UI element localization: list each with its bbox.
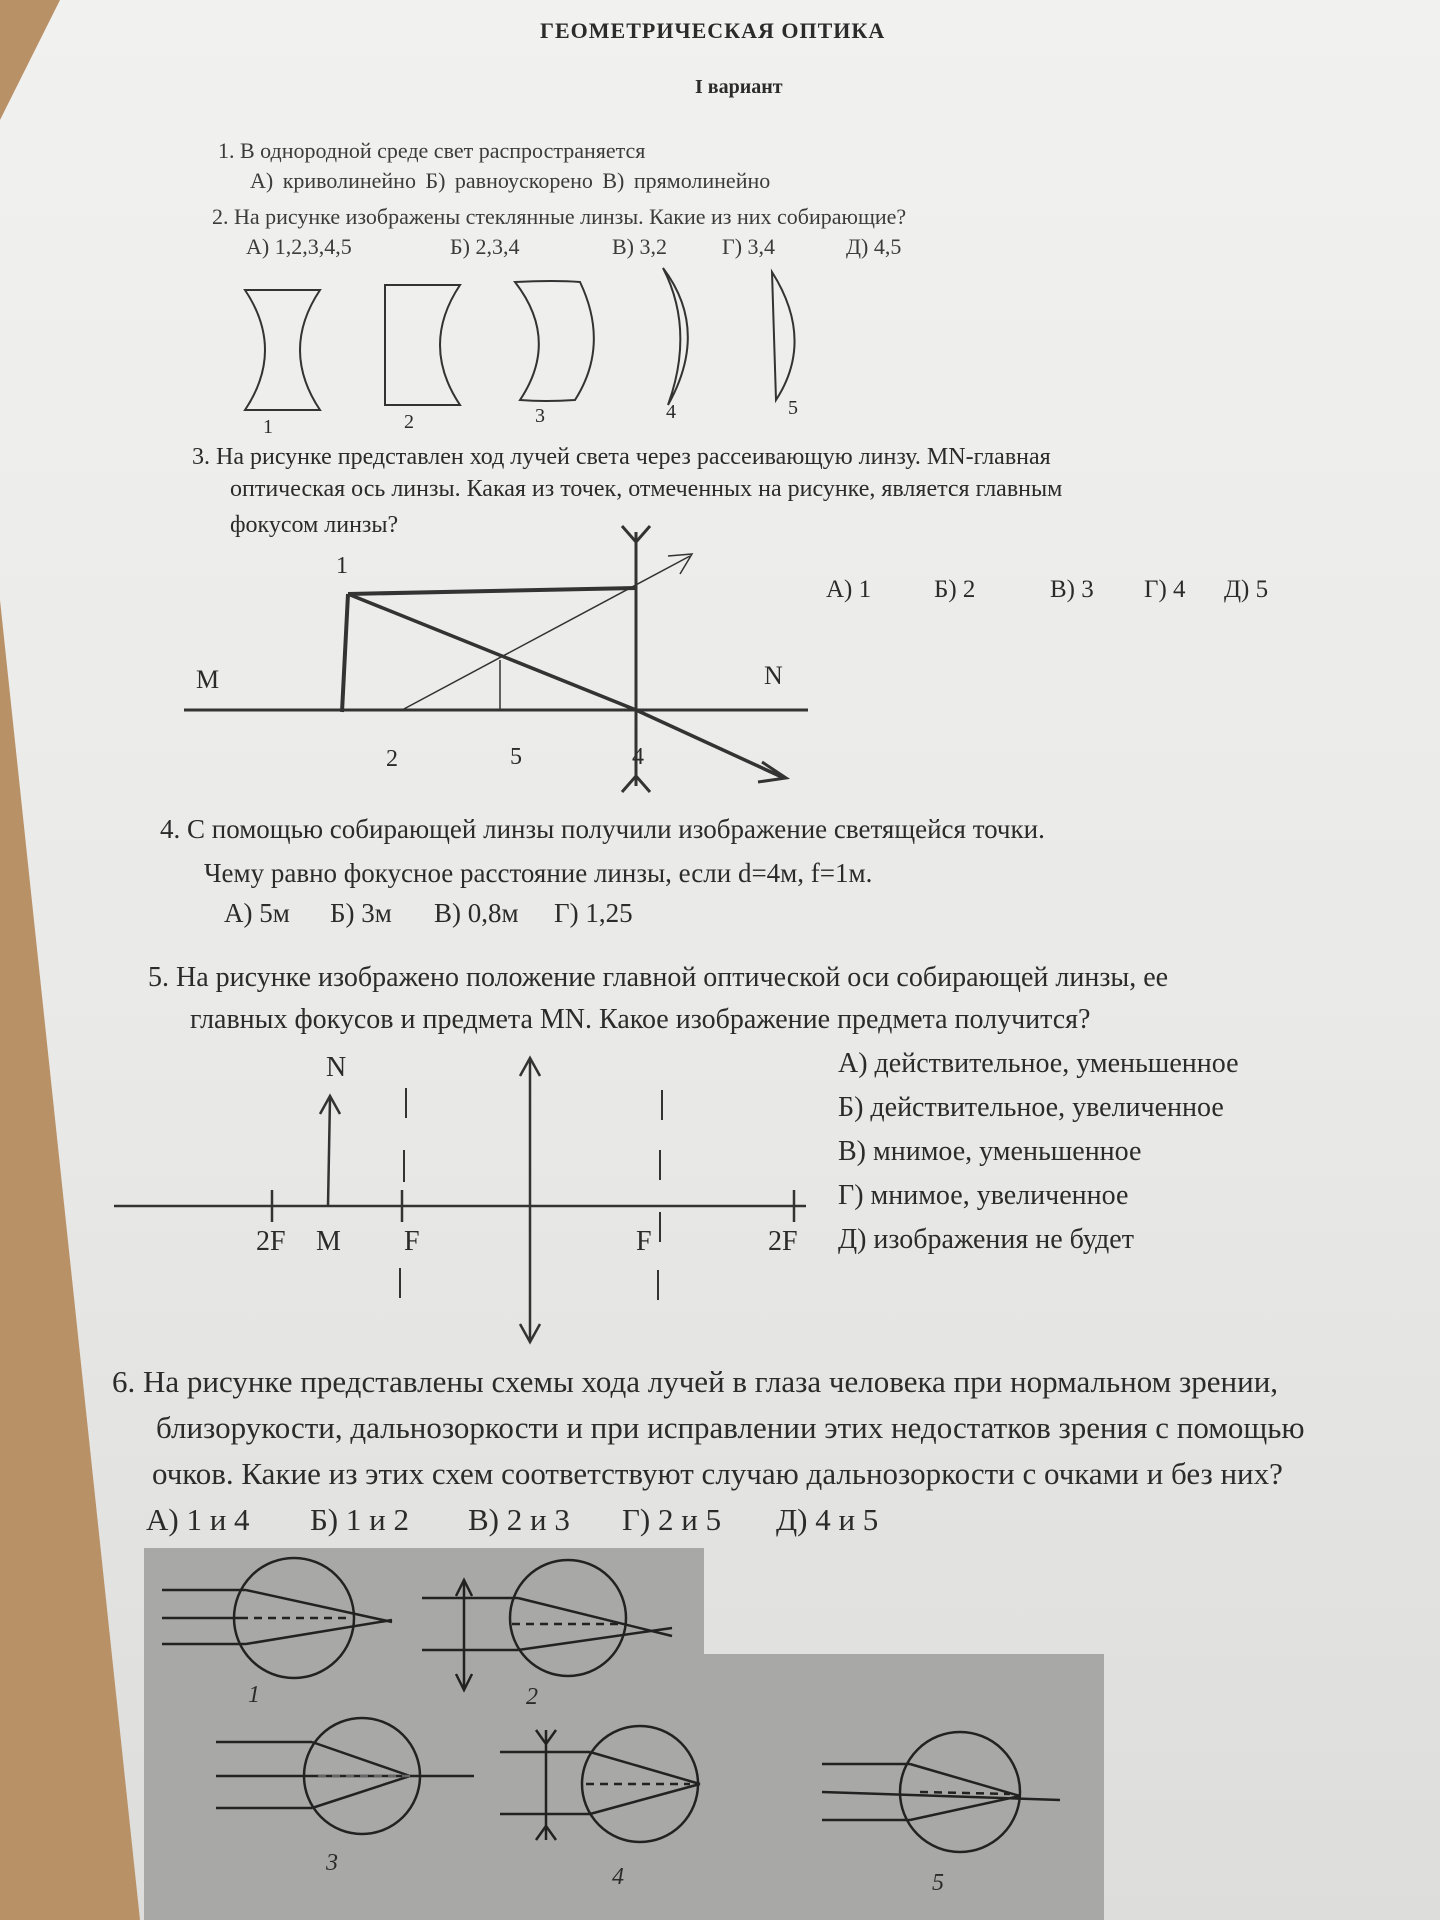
question-3-option-a: А) 1: [826, 576, 872, 603]
question-3-line-2: оптическая ось линзы. Какая из точек, отмеченных на рисунке, является главным: [230, 476, 1063, 502]
question-4-option-a: А) 5м: [224, 898, 290, 928]
question-3-option-b: Б) 2: [934, 576, 976, 603]
eye-scheme-1: [162, 1558, 392, 1678]
scheme-3-label: 3: [326, 1850, 338, 1876]
eye-scheme-5: [822, 1732, 1060, 1852]
question-2-option-b: Б) 2,3,4: [450, 234, 520, 259]
axis-label-m: M: [196, 665, 220, 694]
object-base-label-m: M: [316, 1226, 341, 1257]
question-6-option-e: Д) 4 и 5: [776, 1502, 879, 1537]
object-top-label-n: N: [326, 1052, 347, 1083]
eye-scheme-2: [422, 1560, 672, 1690]
question-3-option-e: Д) 5: [1224, 576, 1269, 603]
question-5-option-a: А) действительное, уменьшенное: [838, 1048, 1239, 1079]
point-2-label: 2: [386, 746, 398, 772]
question-5-line-1: 5. На рисунке изображено положение главной оптической оси собирающей линзы, ее: [148, 962, 1169, 993]
point-4-label: 4: [632, 744, 644, 770]
question-6-line-3: очков. Какие из этих схем соответствуют случаю дальнозоркости с очками и без них?: [152, 1456, 1283, 1491]
label-f-left: F: [404, 1226, 420, 1257]
scheme-5-label: 5: [932, 1870, 944, 1896]
scheme-4-label: 4: [612, 1864, 624, 1890]
lens-4-label: 4: [666, 401, 676, 423]
question-5-option-b: Б) действительное, увеличенное: [838, 1092, 1224, 1123]
lens-3-label: 3: [535, 405, 545, 427]
question-4-line-2: Чему равно фокусное расстояние линзы, если d=4м, f=1м.: [204, 858, 873, 888]
scheme-2-label: 2: [526, 1684, 538, 1710]
lens-2-label: 2: [404, 411, 414, 433]
question-3-option-d: Г) 4: [1144, 576, 1186, 603]
question-6-line-1: 6. На рисунке представлены схемы хода лучей в глаза человека при нормальном зрении,: [112, 1364, 1279, 1399]
eye-scheme-3: [216, 1718, 474, 1834]
question-4-option-b: Б) 3м: [330, 898, 392, 928]
question-3-line-1: 3. На рисунке представлен ход лучей света через рассеивающую линзу. MN-главная: [192, 444, 1051, 470]
question-5-option-c: В) мнимое, уменьшенное: [838, 1136, 1142, 1167]
lens-1-label: 1: [263, 416, 273, 438]
question-4-option-c: В) 0,8м: [434, 898, 519, 928]
label-2f-left: 2F: [256, 1226, 286, 1257]
question-2-text: 2. На рисунке изображены стеклянные линзы. Какие из них собирающие?: [212, 204, 907, 229]
lens-5-label: 5: [788, 397, 798, 419]
question-3-option-c: В) 3: [1050, 576, 1094, 603]
question-4-option-d: Г) 1,25: [554, 898, 633, 928]
label-2f-right: 2F: [768, 1226, 798, 1257]
axis-label-n: N: [764, 661, 783, 690]
question-6-option-d: Г) 2 и 5: [622, 1502, 722, 1537]
variant-label: I вариант: [695, 76, 783, 98]
question-6-option-c: В) 2 и 3: [468, 1502, 570, 1537]
question-5-option-d: Г) мнимое, увеличенное: [838, 1180, 1129, 1211]
question-2-option-d: Г) 3,4: [722, 234, 776, 259]
question-5-option-e: Д) изображения не будет: [838, 1224, 1134, 1255]
point-1-label: 1: [336, 553, 348, 579]
question-3-line-3: фокусом линзы?: [230, 512, 399, 538]
scheme-1-label: 1: [248, 1682, 260, 1708]
question-1-options: А) криволинейно Б) равноускорено В) прямолинейно: [250, 168, 771, 193]
question-1-text: 1. В однородной среде свет распространяется: [218, 138, 646, 163]
question-5-line-2: главных фокусов и предмета MN. Какое изображение предмета получится?: [190, 1004, 1091, 1035]
question-6-line-2: близорукости, дальнозоркости и при исправлении этих недостатков зрения с помощью: [156, 1410, 1305, 1445]
eye-scheme-4: [500, 1726, 700, 1842]
question-2-option-a: А) 1,2,3,4,5: [246, 234, 352, 259]
point-5-label: 5: [510, 744, 522, 770]
label-f-right: F: [636, 1226, 652, 1257]
worksheet-title: ГЕОМЕТРИЧЕСКАЯ ОПТИКА: [540, 18, 886, 43]
question-4-line-1: 4. С помощью собирающей линзы получили изображение светящейся точки.: [160, 814, 1045, 844]
question-2-option-e: Д) 4,5: [846, 234, 902, 259]
question-2-option-c: В) 3,2: [612, 234, 667, 259]
question-6-option-a: А) 1 и 4: [146, 1502, 250, 1537]
question-6-option-b: Б) 1 и 2: [310, 1502, 409, 1537]
